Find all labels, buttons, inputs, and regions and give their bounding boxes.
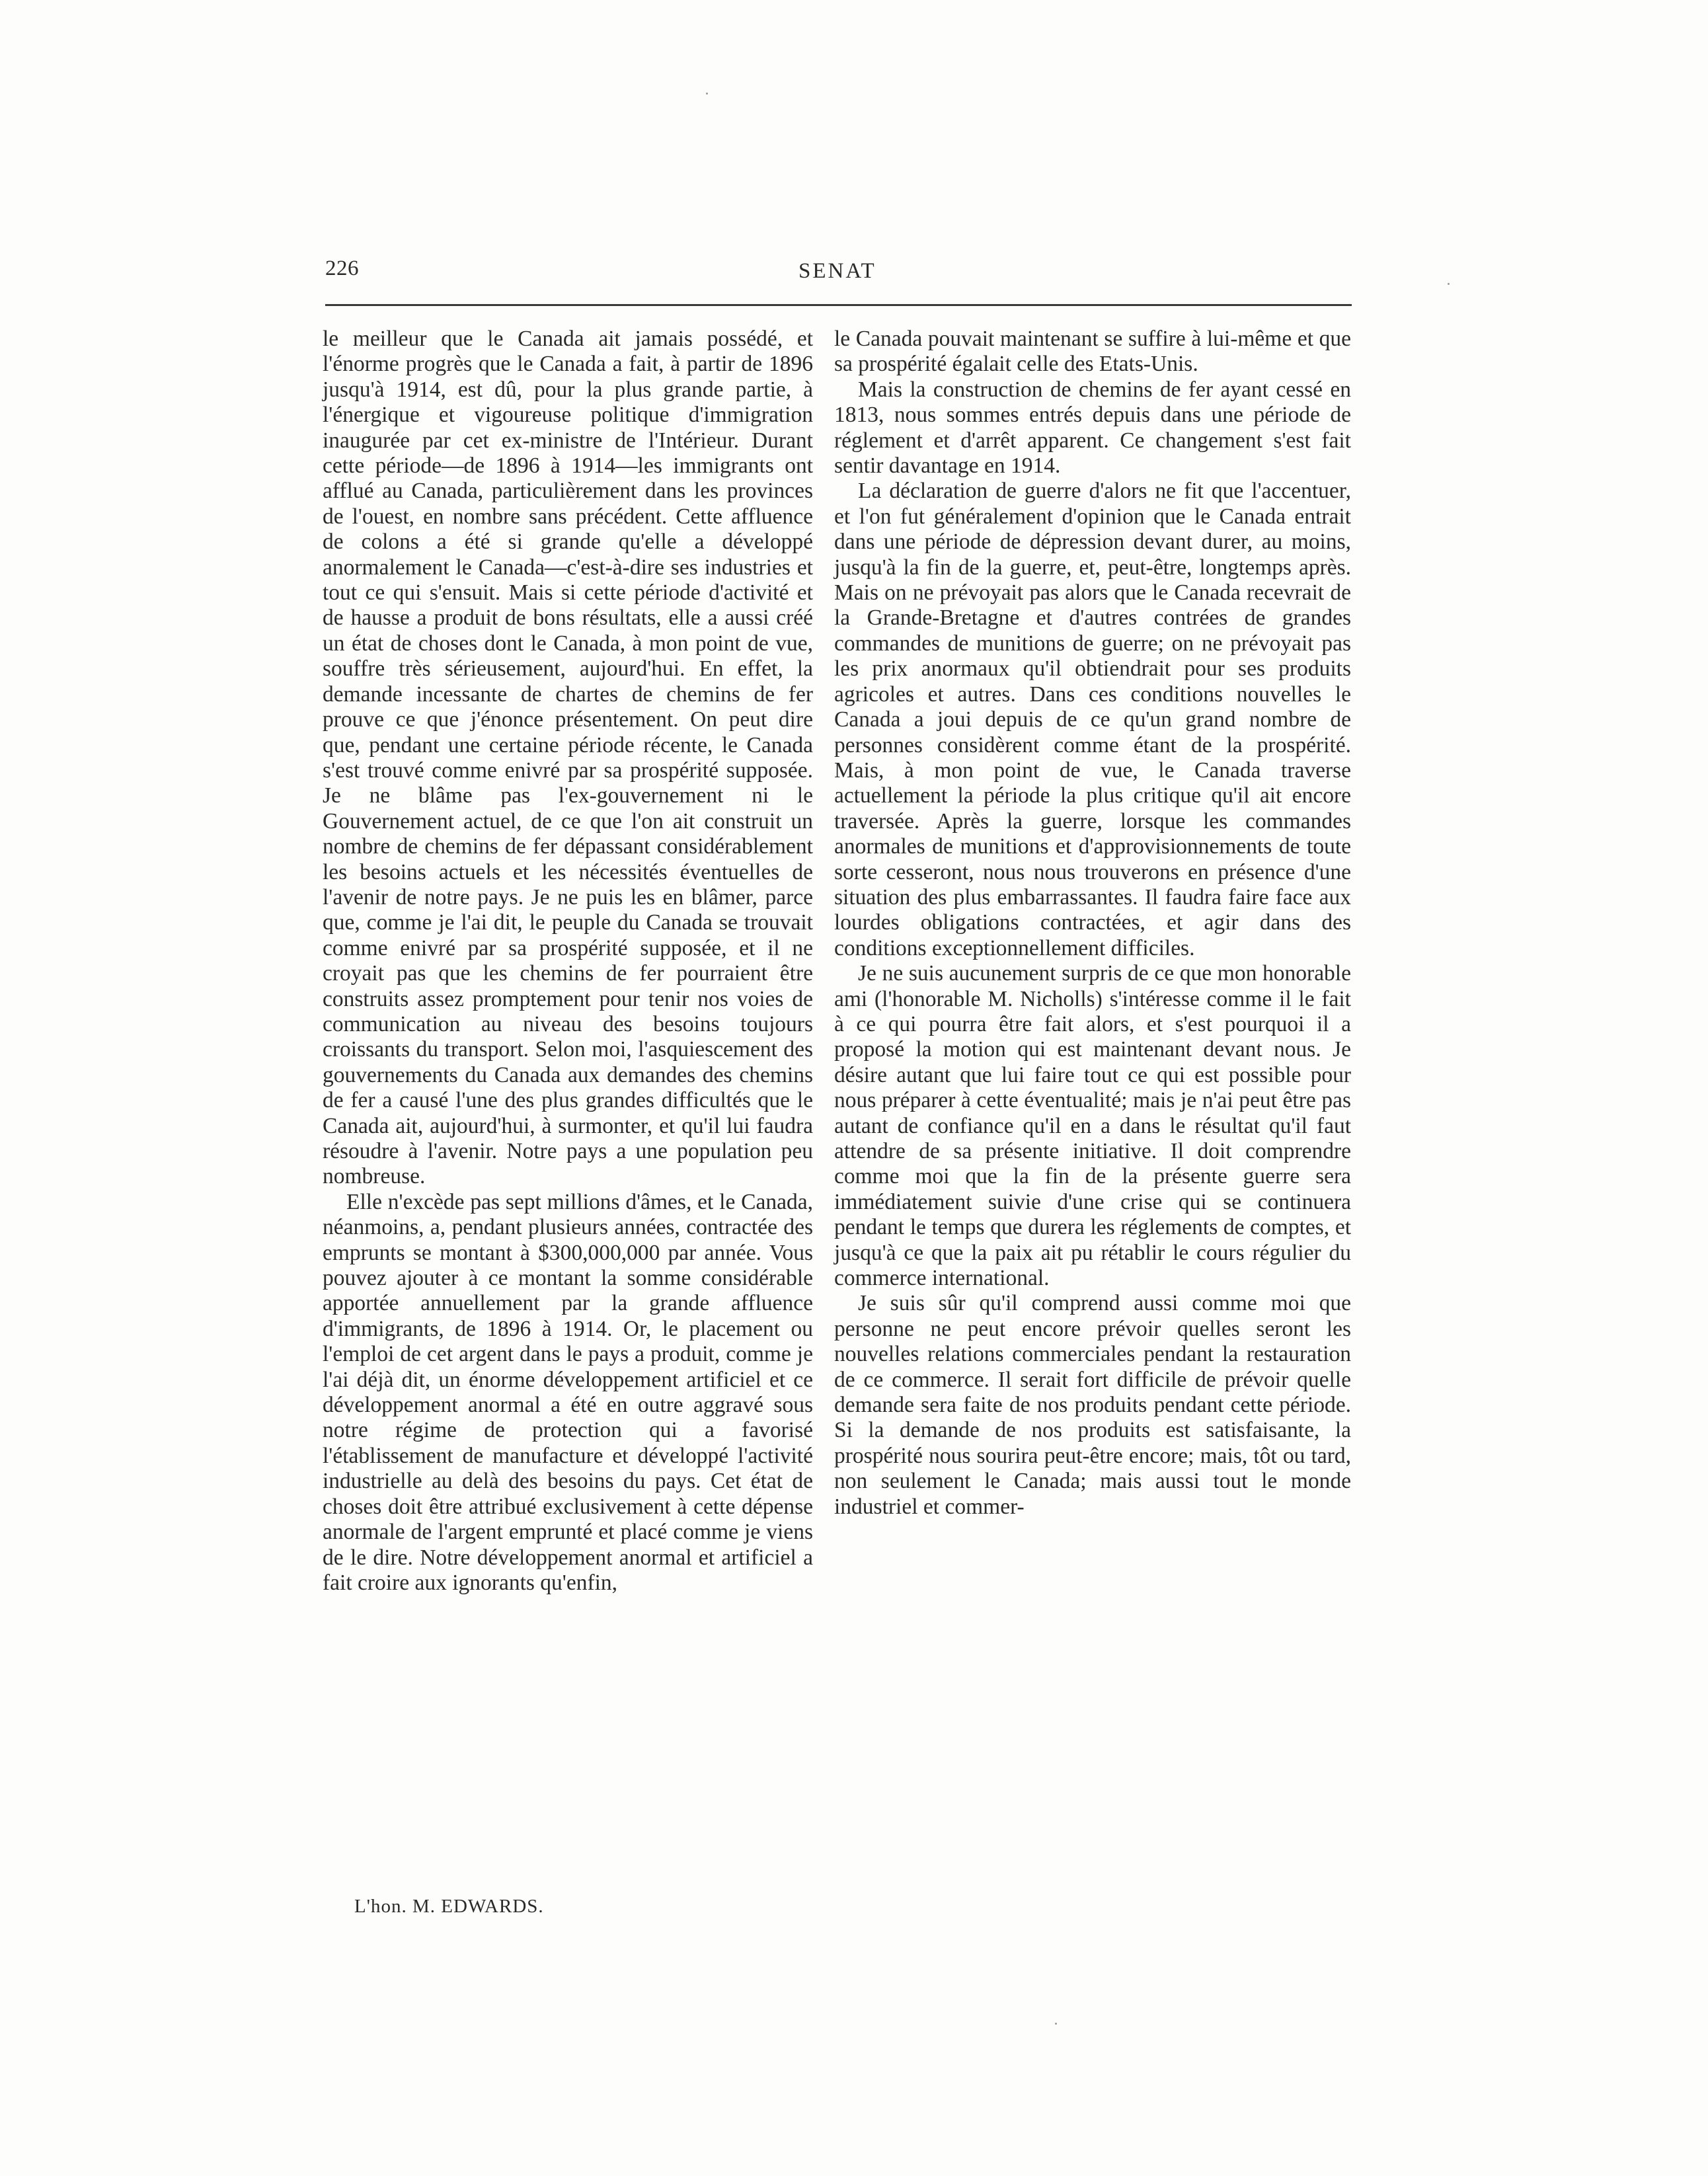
scan-speck xyxy=(706,93,708,95)
page-header xyxy=(325,256,1352,296)
running-title: SENAT xyxy=(798,259,876,283)
paragraph: Elle n'excède pas sept millions d'âmes, et le Canada, néanmoins, a, pendant plusieurs années, contractée des emprunts se montant à $300,000,000 par année. Vous pouvez ajouter à ce montant la somme considérable apportée annuellement par la grande affluence d'immigrants, de 1896 à 1914. Or, le placement ou l'emploi de cet argent dans le pays a produit, comme je l'ai déjà dit, un énorme développement artificiel et ce développement anormal a été en outre aggravé sous notre régime de protection qui a favorisé l'établissement de manufacture et développé l'activité industrielle au delà des besoins du pays. Cet état de choses doit être attribué exclusivement à cette dépense anormale de l'argent emprunté et placé comme je viens de le dire. Notre développement anormal et artificiel a fait croire aux ignorants qu'enfin, xyxy=(323,1189,813,1595)
paragraph: Je ne suis aucunement surpris de ce que mon honorable ami (l'honorable M. Nicholls) s'intéresse comme il le fait à ce qui pourra être fait alors, et s'est pourquoi il a proposé la motion qui est maintenant devant nous. Je désire autant que lui faire tout ce qui est possible pour nous préparer à cette éventualité; mais je n'ai peut être pas autant de confiance qu'il en a dans le résultat qu'il faut attendre de sa présente initiative. Il doit comprendre comme moi que la fin de la présente guerre sera immédiatement suivie d'une crise qui se continuera pendant le temps que durera les réglements de comptes, et jusqu'à ce que la paix ait pu rétablir le cours régulier du commerce international. xyxy=(834,961,1351,1291)
paragraph: La déclaration de guerre d'alors ne fit que l'accentuer, et l'on fut généralement d'opinion que le Canada entrait dans une période de dépression devant durer, au moins, jusqu'à la fin de la guerre, et, peut-être, longtemps après. Mais on ne prévoyait pas alors que le Canada recevrait de la Grande-Bretagne et d'autres contrées de grandes commandes de munitions de guerre; on ne prévoyait pas les prix anormaux qu'il obtiendrait pour ses produits agricoles et autres. Dans ces conditions nouvelles le Canada a joui depuis de ce qu'un grand nombre de personnes considèrent comme étant de la prospérité. Mais, à mon point de vue, le Canada traverse actuellement la période la plus critique qu'il ait encore traversée. Après la guerre, lorsque les commandes anormales de munitions et d'approvisionnements de toute sorte cesseront, nous nous trouverons en présence d'une situation des plus embarrassantes. Il faudra faire face aux lourdes obligations contractées, et agir dans des conditions exceptionnellement difficiles. xyxy=(834,479,1351,960)
page-number: 226 xyxy=(325,256,359,280)
paragraph: le Canada pouvait maintenant se suffire à lui-même et que sa prospérité égalait celle des Etats-Unis. xyxy=(834,327,1351,377)
paragraph: Je suis sûr qu'il comprend aussi comme moi que personne ne peut encore prévoir quelles seront les nouvelles relations commerciales pendant la restauration de ce commerce. Il serait fort difficile de prévoir quelle demande sera faite de nos produits pendant cette période. Si la demande de nos produits est satisfaisante, la prospérité nous sourira peut-être encore; mais, tôt ou tard, non seulement le Canada; mais aussi tout le monde industriel et commer- xyxy=(834,1291,1351,1519)
left-column xyxy=(323,327,813,1596)
scan-speck xyxy=(1448,283,1450,285)
paragraph: le meilleur que le Canada ait jamais possédé, et l'énorme progrès que le Canada a fait, à partir de 1896 jusqu'à 1914, est dû, pour la plus grande partie, à l'énergique et vigoureuse politique d'immigration inaugurée par cet ex-ministre de l'Intérieur. Durant cette période—de 1896 à 1914—les immigrants ont afflué au Canada, particulièrement dans les provinces de l'ouest, en nombre sans précédent. Cette affluence de colons a été si grande qu'elle a développé anormalement le Canada—c'est-à-dire ses industries et tout ce qui s'ensuit. Mais si cette période d'activité et de hausse a produit de bons résultats, elle a aussi créé un état de choses dont le Canada, à mon point de vue, souffre très sérieusement, aujourd'hui. En effet, la demande incessante de chartes de chemins de fer prouve ce que j'énonce présentement. On peut dire que, pendant une certaine période récente, le Canada s'est trouvé comme enivré par sa prospérité supposée. Je ne blâme pas l'ex-gouvernement ni le Gouvernement actuel, de ce que l'on ait construit un nombre de chemins de fer dépassant considérablement les besoins actuels et les nécessités éventuelles de l'avenir de notre pays. Je ne puis les en blâmer, parce que, comme je l'ai dit, le peuple du Canada se trouvait comme enivré par sa prospérité supposée, et il ne croyait pas que les chemins de fer pourraient être construits assez promptement pour tenir nos voies de communication au niveau des besoins toujours croissants du transport. Selon moi, l'asquiescement des gouvernements du Canada aux demandes des chemins de fer a causé l'une des plus grandes difficultés que le Canada ait, aujourd'hui, à surmonter, et qu'il lui faudra résoudre à l'avenir. Notre pays a une population peu nombreuse. xyxy=(323,327,813,1189)
speaker-attribution: L'hon. M. EDWARDS. xyxy=(354,1896,544,1917)
paragraph: Mais la construction de chemins de fer ayant cessé en 1813, nous sommes entrés depuis dans une période de réglement et d'arrêt apparent. Ce changement s'est fait sentir davantage en 1914. xyxy=(834,377,1351,479)
header-rule xyxy=(325,304,1352,306)
right-column xyxy=(834,327,1351,1520)
scan-speck xyxy=(1055,2023,1057,2025)
